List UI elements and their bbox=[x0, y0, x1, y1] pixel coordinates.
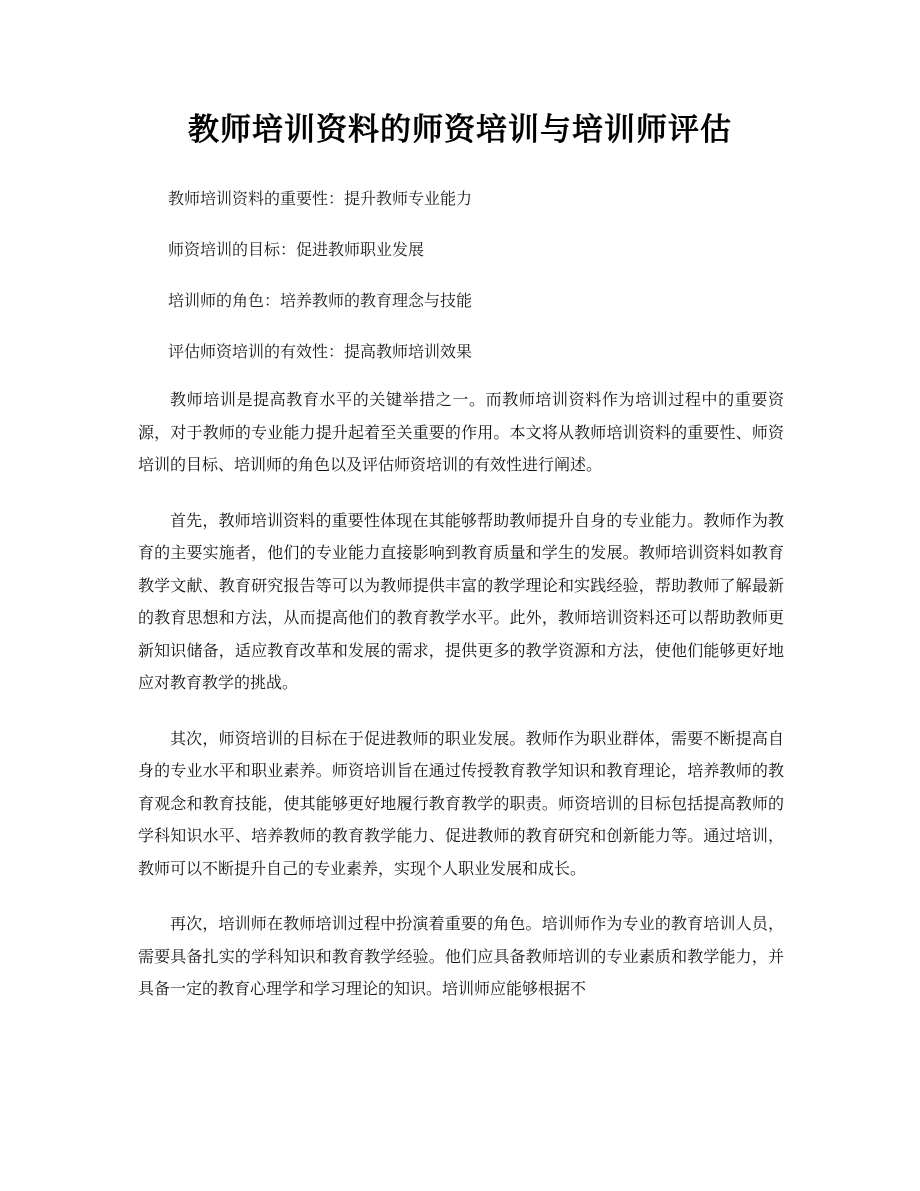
outline-list bbox=[168, 186, 472, 390]
body-text bbox=[138, 384, 784, 1029]
document-title: 教师培训资料的师资培训与培训师评估 bbox=[188, 112, 732, 148]
paragraph-intro: 教师培训是提高教育水平的关键举措之一。而教师培训资料作为培训过程中的重要资源，对于教师的专业能力提升起着至关重要的作用。本文将从教师培训资料的重要性、师资培训的目标、培训师的角色以及评估师资培训的有效性进行阐述。 bbox=[138, 390, 784, 474]
outline-item: 培训师的角色：培养教师的教育理念与技能 bbox=[168, 291, 473, 310]
outline-item: 教师培训资料的重要性：提升教师专业能力 bbox=[168, 189, 473, 208]
outline-item: 师资培训的目标：促进教师职业发展 bbox=[168, 240, 425, 259]
outline-item: 评估师资培训的有效性：提高教师培训效果 bbox=[168, 342, 473, 361]
paragraph-first: 首先，教师培训资料的重要性体现在其能够帮助教师提升自身的专业能力。教师作为教育的主要实施者，他们的专业能力直接影响到教育质量和学生的发展。教师培训资料如教育教学文献、教育研究报告等可以为教师提供丰富的教学理论和实践经验，帮助教师了解最新的教育思想和方法，从而提高他们的教育教学水平。此外，教师培训资料还可以帮助教师更新知识储备，适应教育改革和发展的需求，提供更多的教学资源和方法，使他们能够更好地应对教育教学的挑战。 bbox=[138, 510, 784, 692]
paragraph-third: 再次，培训师在教师培训过程中扮演着重要的角色。培训师作为专业的教育培训人员，需要具备扎实的学科知识和教育教学经验。他们应具备教师培训的专业素质和教学能力，并具备一定的教育心理学和学习理论的知识。培训师应能够根据不 bbox=[138, 914, 784, 998]
paragraph-second: 其次，师资培训的目标在于促进教师的职业发展。教师作为职业群体，需要不断提高自身的专业水平和职业素养。师资培训旨在通过传授教育教学知识和教育理论，培养教师的教育观念和教育技能，使其能够更好地履行教育教学的职责。师资培训的目标包括提高教师的学科知识水平、培养教师的教育教学能力、促进教师的教育研究和创新能力等。通过培训，教师可以不断提升自己的专业素养，实现个人职业发展和成长。 bbox=[138, 728, 784, 878]
